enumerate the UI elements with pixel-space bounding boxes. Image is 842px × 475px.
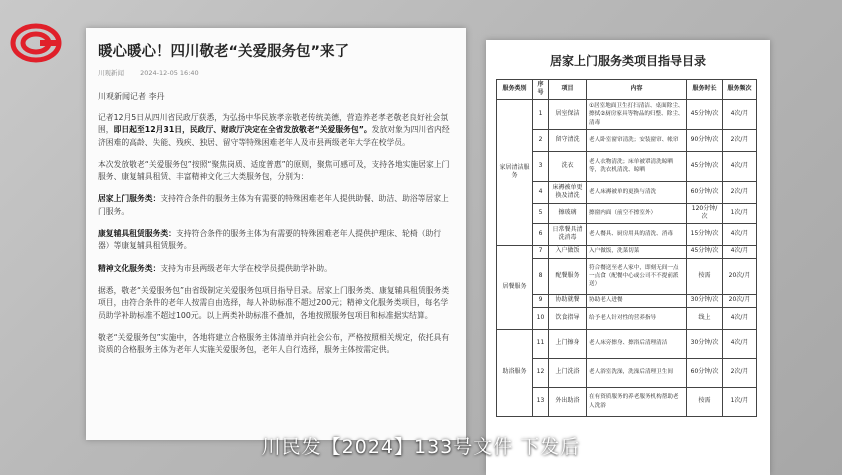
cell-duration: 线上 <box>687 307 723 329</box>
cell-item: 上门擦身 <box>549 329 587 358</box>
table-title: 居家上门服务类项目指导目录 <box>549 54 706 68</box>
cell-item: 居室保洁 <box>549 99 587 129</box>
cell-frequency: 4次/月 <box>723 99 757 129</box>
cell-frequency: 4次/月 <box>723 151 757 181</box>
article-text: 支持符合条件的服务主体为有需要的特殊困难老年人提供助餐、助洁、助浴等居家上门服务。 <box>98 194 449 216</box>
table-header-cell: 内容 <box>587 80 687 100</box>
cell-item: 外出助浴 <box>549 387 587 416</box>
table-row <box>497 223 757 245</box>
table-row <box>497 203 757 223</box>
cell-duration: 按需 <box>687 258 723 294</box>
cell-frequency: 2次/月 <box>723 358 757 387</box>
table-row <box>497 245 757 258</box>
article-date: 2024-12-05 16:40 <box>140 69 199 77</box>
news-article <box>86 28 466 440</box>
cell-frequency: 4次/月 <box>723 307 757 329</box>
cell-frequency: 1次/月 <box>723 387 757 416</box>
cell-no: 7 <box>533 245 549 258</box>
cell-content: 协助老人进餐 <box>587 294 687 307</box>
table-row <box>497 307 757 329</box>
video-caption: 川民发【2024】133号文件 下发后 <box>261 436 581 458</box>
table-header-cell: 服务类别 <box>497 80 533 100</box>
article-paragraph <box>98 193 452 218</box>
cell-frequency: 1次/月 <box>723 203 757 223</box>
cell-frequency: 20次/月 <box>723 294 757 307</box>
cell-item: 床褥被单更换及清洗 <box>549 181 587 203</box>
cell-content: 老人床褥被单的更换与清洗 <box>587 181 687 203</box>
article-bold-text: 精神文化服务类： <box>98 263 161 273</box>
cell-duration: 45分钟/次 <box>687 245 723 258</box>
cell-no: 9 <box>533 294 549 307</box>
table-row <box>497 294 757 307</box>
cell-no: 6 <box>533 223 549 245</box>
article-reporter: 川观新闻记者 李丹 <box>98 92 165 101</box>
table-row <box>497 258 757 294</box>
table-row <box>497 151 757 181</box>
article-text: 据悉，敬老“关爱服务包”由省级制定关爱服务包项目指导目录。居家上门服务类、康复辅具租赁服务类项目，由符合条件的老年人按需自由选择，每人补助标准不超过200元；精神文化服务类项目，每名学员助学补助标准不超过100元。以上两类补助标准不叠加，各地按照服务包项目和标准据实结算。 <box>98 285 450 320</box>
table-header-cell: 服务频次 <box>723 80 757 100</box>
cell-duration: 60分钟/次 <box>687 181 723 203</box>
article-paragraph <box>98 159 452 184</box>
cell-no: 13 <box>533 387 549 416</box>
cell-duration: 120分钟/次 <box>687 203 723 223</box>
cell-content: 老人床旁擦身、擦浴后清理清洁 <box>587 329 687 358</box>
article-meta <box>98 68 213 77</box>
cell-frequency: 2次/月 <box>723 181 757 203</box>
cell-no: 1 <box>533 99 549 129</box>
cell-no: 2 <box>533 129 549 151</box>
cell-content: 老人浴室洗澡，洗澡后清理卫生间 <box>587 358 687 387</box>
cell-content: 擦窗内面（前空不擦室外） <box>587 203 687 223</box>
cell-content: 老人衣物清洗；床单被罩清洗晾晒等，洗衣机清洗、晾晒 <box>587 151 687 181</box>
service-catalog-document <box>486 40 770 475</box>
cell-no: 10 <box>533 307 549 329</box>
table-row <box>497 99 757 129</box>
cell-no: 8 <box>533 258 549 294</box>
cell-no: 5 <box>533 203 549 223</box>
article-text: 敬老“关爱服务包”实施中，各地将建立合格服务主体清单并向社会公布，严格按照相关规定，依托具有资质的合格服务主体为老年人实施关爱服务包，老年人自行选择，服务主体按需定供。 <box>98 332 450 355</box>
service-table <box>496 79 757 417</box>
table-row <box>497 358 757 387</box>
cell-item: 协助就餐 <box>549 294 587 307</box>
cell-item: 擦玻璃 <box>549 203 587 223</box>
cell-duration: 按需 <box>687 387 723 416</box>
table-row <box>497 387 757 416</box>
article-paragraph <box>98 285 452 322</box>
cell-content: ①居室地面卫生打扫清洁、桌面除尘、擦拭②厨房家具等物品的归整、除尘、清毒 <box>587 99 687 129</box>
article-paragraph <box>98 112 452 149</box>
article-paragraph <box>98 263 452 275</box>
cell-duration: 45分钟/次 <box>687 99 723 129</box>
cell-frequency: 4次/月 <box>723 329 757 358</box>
article-text: 记者12月5日从四川省民政厅获悉，为弘扬中华民族孝亲敬老传统美德，营造养老孝老敬老良好社会氛围， <box>98 113 449 135</box>
cell-item: 配餐服务 <box>549 258 587 294</box>
cell-item: 洗衣 <box>549 151 587 181</box>
cell-no: 12 <box>533 358 549 387</box>
article-text: 支持为市县两级老年大学在校学员提供助学补助。 <box>160 263 332 273</box>
cell-item: 日常餐具清洗消毒 <box>549 223 587 245</box>
category-cell: 家居清洁服务 <box>497 99 533 245</box>
cell-frequency: 20次/月 <box>723 258 757 294</box>
sctv-logo-icon <box>10 22 62 64</box>
cell-item: 饮食指导 <box>549 307 587 329</box>
category-cell: 助浴服务 <box>497 329 533 416</box>
table-row <box>497 129 757 151</box>
article-text: 本次发放敬老“关爱服务包”按照“聚焦岗质、适度普惠”的原则，聚焦可感可及，支持各地实施居家上门服务、康复辅具租赁、丰富精神文化三大类服务包，分别为： <box>98 159 450 182</box>
table-header-row <box>497 80 757 100</box>
cell-content: 在有资质服务的养老服务机构帮助老人洗浴 <box>587 387 687 416</box>
cell-content: 给予老人针对性的营养指导 <box>587 307 687 329</box>
article-text: 发放对象为四川省内经济困难的高龄、失能、残疾、独居、留守等特殊困难老年人及市县两级老年大学在校学员。 <box>98 125 450 147</box>
cell-duration: 90分钟/次 <box>687 129 723 151</box>
cell-content: 老人卧室窗帘清洗；安装窗帘、帐帘 <box>587 129 687 151</box>
table-header-cell: 服务时长 <box>687 80 723 100</box>
article-text: 支持符合条件的服务主体为有需要的特殊困难老年人提供护理床、轮椅（助行器）等康复辅具租赁服务。 <box>98 229 442 251</box>
cell-duration: 45分钟/次 <box>687 151 723 181</box>
article-body <box>98 112 452 366</box>
cell-item: 上门洗浴 <box>549 358 587 387</box>
cell-frequency: 2次/月 <box>723 129 757 151</box>
cell-content: 符合餐送至老人家中，即刻无间一点一点食（配餐中心或公司不不提前派送） <box>587 258 687 294</box>
cell-duration: 30分钟/次 <box>687 329 723 358</box>
cell-content: 老人餐具、厨房用具的清洗、消毒 <box>587 223 687 245</box>
channel-logo <box>10 22 62 64</box>
cell-frequency: 4次/月 <box>723 223 757 245</box>
table-row <box>497 329 757 358</box>
cell-item: 入户做饭 <box>549 245 587 258</box>
article-bold-text: 康复辅具租赁服务类： <box>98 229 176 239</box>
cell-duration: 30分钟/次 <box>687 294 723 307</box>
article-source: 川观新闻 <box>98 69 124 77</box>
category-cell: 居餐服务 <box>497 245 533 329</box>
article-bold-text: 居家上门服务类： <box>98 194 161 204</box>
cell-no: 3 <box>533 151 549 181</box>
table-row <box>497 181 757 203</box>
cell-item: 留守清洗 <box>549 129 587 151</box>
article-bold-text: 即日起至12月31日，民政厅、财政厅决定在全省发放敬老“关爱服务包”。 <box>113 125 372 135</box>
table-header-cell: 序号 <box>533 80 549 100</box>
cell-no: 11 <box>533 329 549 358</box>
article-paragraph <box>98 228 452 253</box>
cell-duration: 15分钟/次 <box>687 223 723 245</box>
table-header-cell: 项目 <box>549 80 587 100</box>
article-paragraph <box>98 332 452 357</box>
article-title: 暖心暖心！四川敬老“关爱服务包”来了 <box>98 44 350 60</box>
cell-no: 4 <box>533 181 549 203</box>
cell-content: 入户做饭，洗菜切菜 <box>587 245 687 258</box>
cell-frequency: 4次/月 <box>723 245 757 258</box>
cell-duration: 60分钟/次 <box>687 358 723 387</box>
